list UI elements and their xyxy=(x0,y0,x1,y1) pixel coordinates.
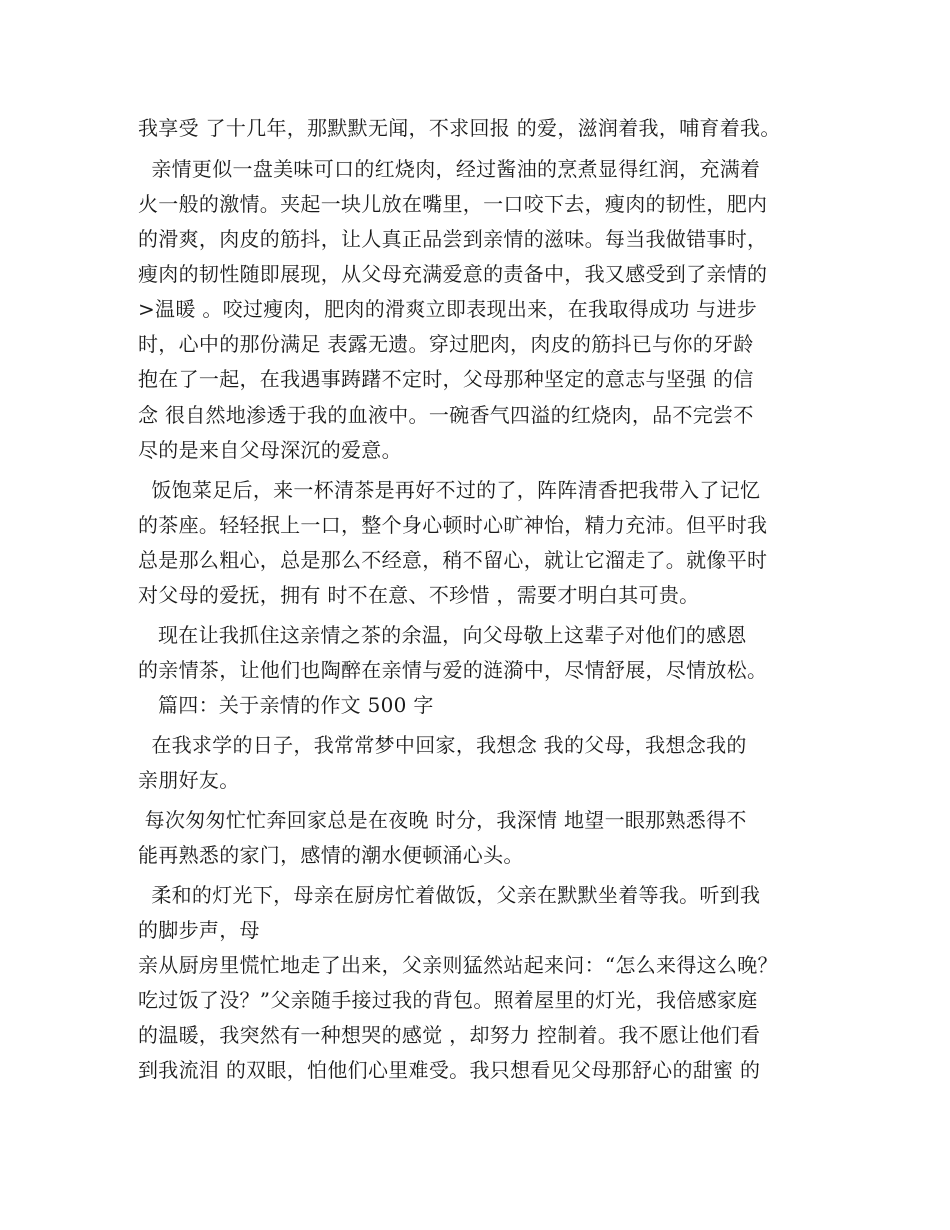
text-line: 念 很自然地渗透于我的血液中。一碗香气四溢的红烧肉，品不完尝不 xyxy=(138,403,754,427)
text-line: 尽的是来自父母深沉的爱意。 xyxy=(138,438,402,462)
text-line: 柔和的灯光下，母亲在厨房忙着做饭，父亲在默默坐着等我。听到我 xyxy=(138,883,761,907)
text-line: 的亲情茶，让他们也陶醉在亲情与爱的涟漪中，尽情舒展，尽情放松。 xyxy=(138,658,768,682)
text-line: 对父母的爱抚，拥有 时不在意、不珍惜 ，需要才明白其可贵。 xyxy=(138,583,700,607)
text-line: 现在让我抓住这亲情之茶的余温，向父母敬上这辈子对他们的感恩 xyxy=(138,623,747,647)
section-heading: 篇四：关于亲情的作文 500 字 xyxy=(138,693,434,717)
text-line: 亲情更似一盘美味可口的红烧肉，经过酱油的烹煮显得红润，充满着 xyxy=(138,157,761,181)
text-line: 到我流泪 的双眼，怕他们心里难受。我只想看见父母那舒心的甜蜜 的 xyxy=(138,1058,761,1082)
text-line: 时，心中的那份满足 表露无遗。穿过肥肉，肉皮的筋抖已与你的牙龄 xyxy=(138,332,754,356)
text-line: 的滑爽，肉皮的筋抖，让人真正品尝到亲情的滋味。每当我做错事时， xyxy=(138,227,768,251)
text-line: 每次匆匆忙忙奔回家总是在夜晚 时分，我深情 地望一眼那熟悉得不 xyxy=(138,808,747,832)
text-line: 亲朋好友。 xyxy=(138,768,240,792)
text-line: 能再熟悉的家门，感情的潮水便顿涌心头。 xyxy=(138,843,524,867)
text-line: 抱在了一起，在我遇事踌躇不定时，父母那种坚定的意志与坚强 的信 xyxy=(138,367,754,391)
text-line: 瘦肉的韧性随即展现，从父母充满爱意的责备中，我又感受到了亲情的 xyxy=(138,262,768,286)
text-line: 的温暖，我突然有一种想哭的感觉 ，却努力 控制着。我不愿让他们看 xyxy=(138,1023,761,1047)
text-line: 亲从厨房里慌忙地走了出来，父亲则猛然站起来问：“怎么来得这么晚？ xyxy=(138,953,778,977)
text-line: 的茶座。轻轻抿上一口，整个身心顿时心旷神怡，精力充沛。但平时我 xyxy=(138,513,768,537)
text-line: 火一般的激情。夹起一块儿放在嘴里，一口咬下去，瘦肉的韧性，肥内 xyxy=(138,192,768,216)
text-line: 吃过饭了没？”父亲随手接过我的背包。照着屋里的灯光，我倍感家庭 xyxy=(138,988,758,1012)
text-line: 的脚步声，母 xyxy=(138,918,260,942)
text-line: 在我求学的日子，我常常梦中回家，我想念 我的父母，我想念我的 xyxy=(138,733,747,757)
text-line: 饭饱菜足后，来一杯清茶是再好不过的了，阵阵清香把我带入了记忆 xyxy=(138,478,761,502)
text-line: 我享受 了十几年，那默默无闻，不求回报 的爱，滋润着我，哺育着我。 xyxy=(138,116,781,140)
text-line: >温暖 。咬过瘦肉，肥肉的滑爽立即表现出来，在我取得成功 与进步 xyxy=(138,297,758,321)
text-line: 总是那么粗心，总是那么不经意，稍不留心，就让它溜走了。就像平时 xyxy=(138,548,768,572)
